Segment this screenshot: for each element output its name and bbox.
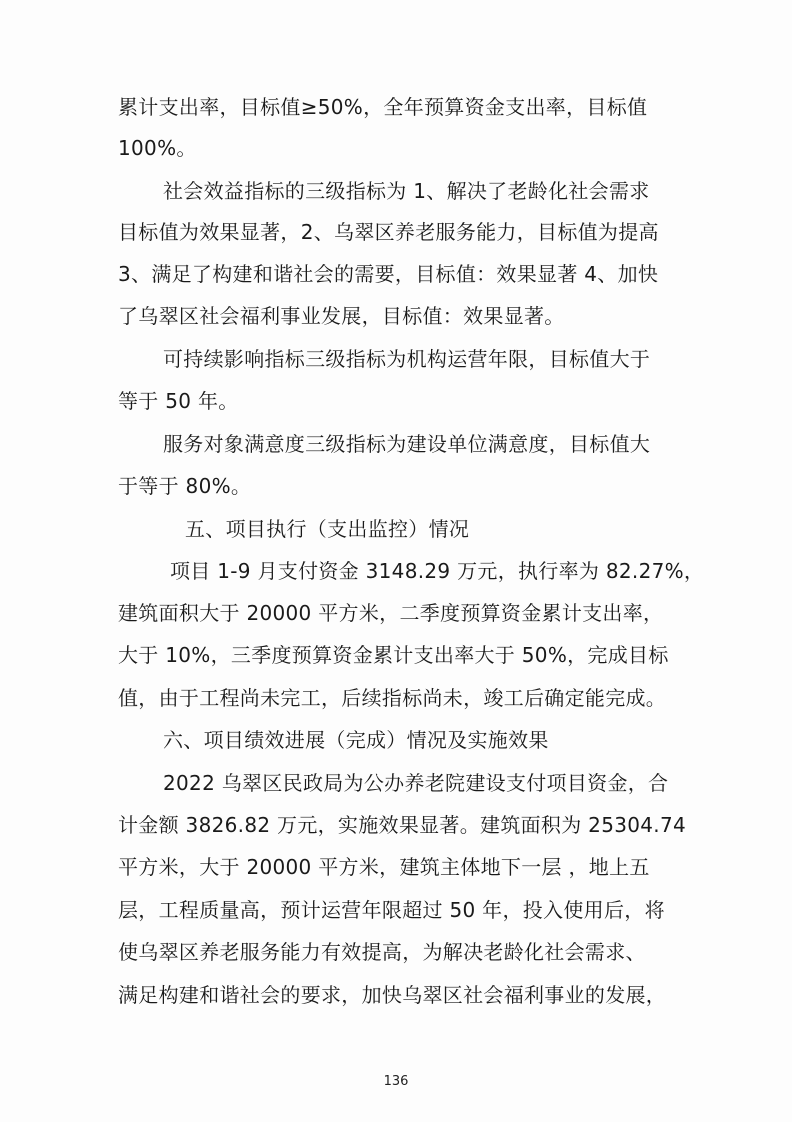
text-line: 于等于 80%。 bbox=[118, 474, 252, 498]
text-line: 值，由于工程尚未完工，后续指标尚未，竣工后确定能完成。 bbox=[118, 686, 667, 710]
text-line: 大于 10%，三季度预算资金累计支出率大于 50%，完成目标 bbox=[118, 643, 669, 667]
text-line: 服务对象满意度三级指标为建设单位满意度，目标值大 bbox=[163, 432, 651, 456]
text-line: 满足构建和谐社会的要求，加快乌翠区社会福利事业的发展， bbox=[118, 983, 667, 1007]
text-line: 累计支出率，目标值≥50%，全年预算资金支出率，目标值 bbox=[118, 95, 648, 119]
section-heading: 五、项目执行（支出监控）情况 bbox=[185, 517, 470, 541]
text-line: 建筑面积大于 20000 平方米，二季度预算资金累计支出率， bbox=[118, 601, 664, 625]
text-line: 可持续影响指标三级指标为机构运营年限，目标值大于 bbox=[163, 347, 651, 371]
text-line: 使乌翠区养老服务能力有效提高，为解决老龄化社会需求、 bbox=[118, 940, 646, 964]
text-line: 了乌翠区社会福利事业发展，目标值：效果显著。 bbox=[118, 304, 565, 328]
text-line: 社会效益指标的三级指标为 1、解决了老龄化社会需求 bbox=[163, 179, 650, 203]
text-line: 3、满足了构建和谐社会的需要，目标值：效果显著 4、加快 bbox=[118, 262, 659, 286]
text-line: 平方米，大于 20000 平方米，建筑主体地下一层 ，地上五 bbox=[118, 855, 650, 879]
section-heading: 六、项目绩效进展（完成）情况及实施效果 bbox=[163, 728, 549, 752]
text-line: 项目 1-9 月支付资金 3148.29 万元，执行率为 82.27%， bbox=[170, 559, 705, 583]
text-line: 2022 乌翠区民政局为公办养老院建设支付项目资金，合 bbox=[163, 771, 669, 795]
text-line: 目标值为效果显著，2、乌翠区养老服务能力，目标值为提高 bbox=[118, 220, 659, 244]
text-line: 100%。 bbox=[118, 136, 197, 160]
text-line: 等于 50 年。 bbox=[118, 389, 239, 413]
text-line: 层，工程质量高，预计运营年限超过 50 年，投入使用后，将 bbox=[118, 898, 665, 922]
page-number: 136 bbox=[383, 1074, 409, 1089]
text-line: 计金额 3826.82 万元，实施效果显著。建筑面积为 25304.74 bbox=[118, 813, 687, 837]
